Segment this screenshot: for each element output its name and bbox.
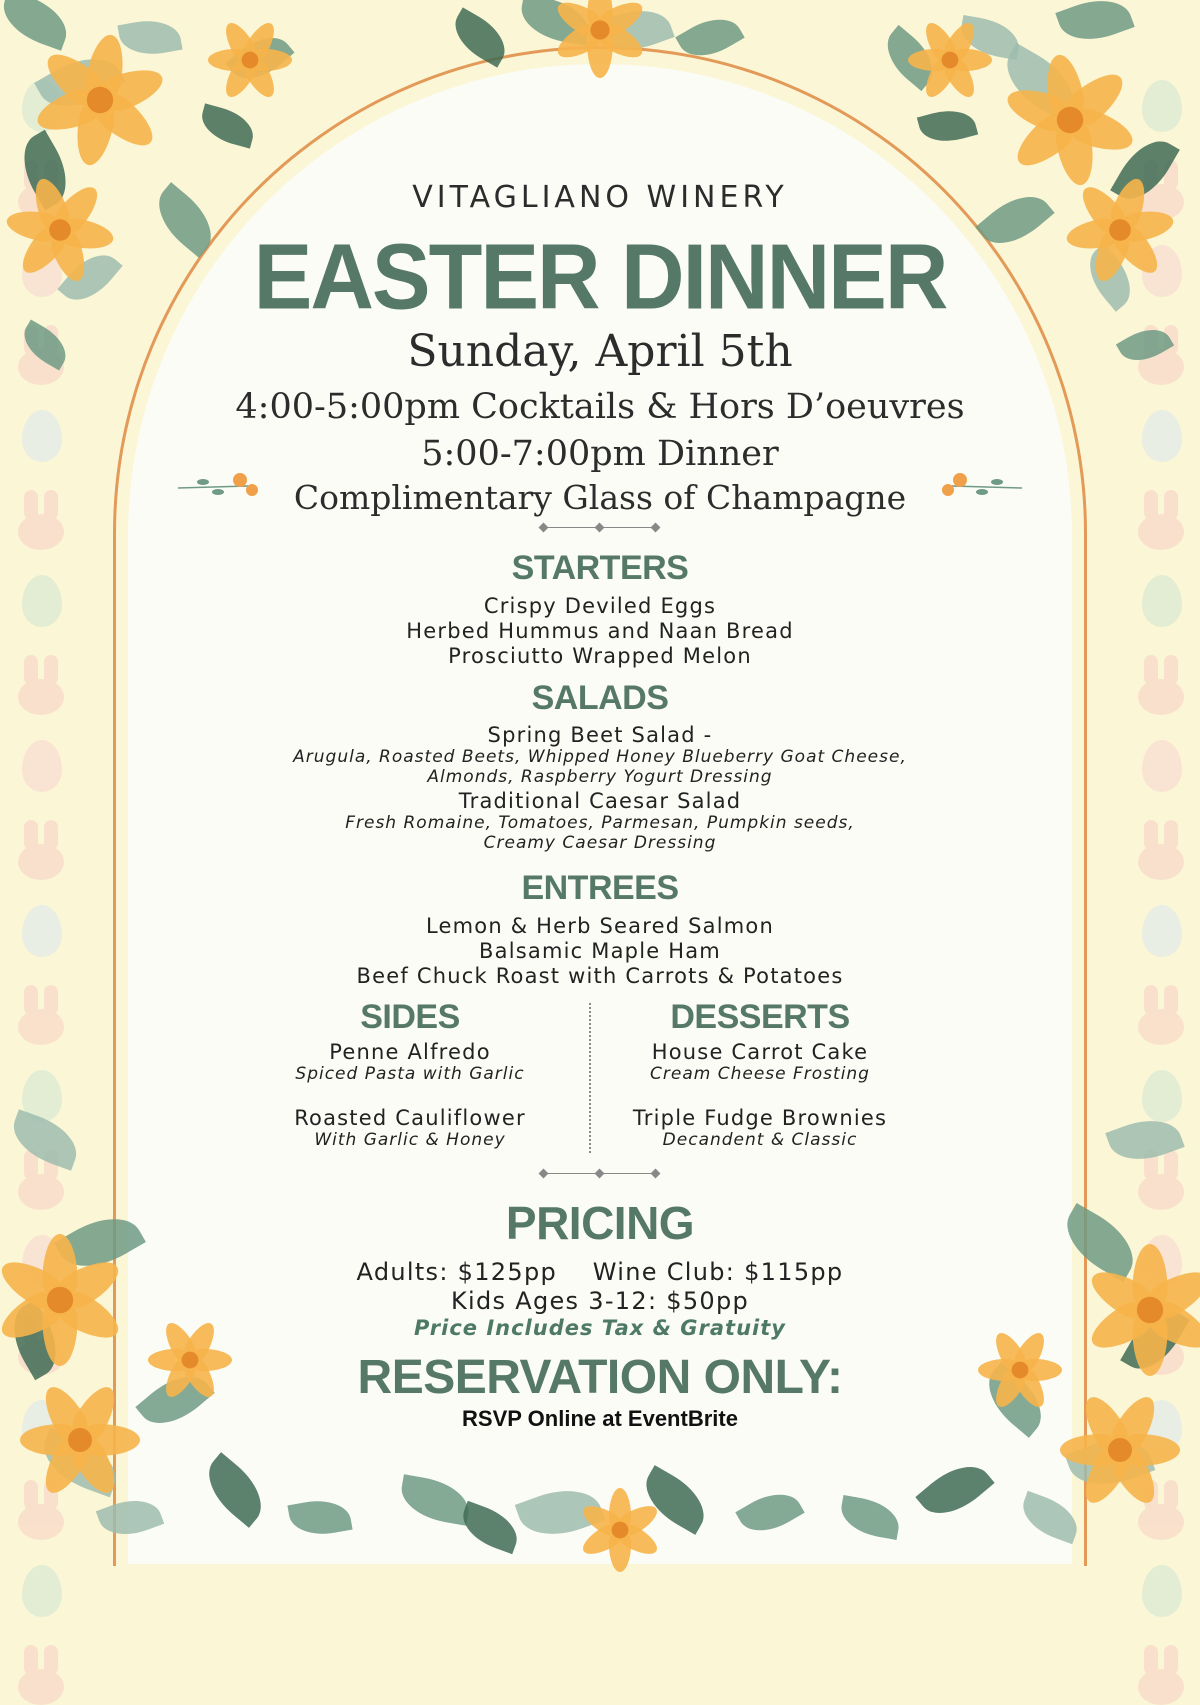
kids-price: Kids Ages 3-12: $50pp <box>450 1287 750 1315</box>
salad-name: Spring Beet Salad - <box>487 723 713 747</box>
bunny-icon <box>1138 1645 1184 1705</box>
starter-item: Crispy Deviled Eggs <box>483 594 717 618</box>
dessert-description: Decandent & Classic <box>662 1130 858 1150</box>
side-description: Spiced Pasta with Garlic <box>295 1064 525 1084</box>
entree-item: Balsamic Maple Ham <box>479 939 721 963</box>
side-name: Roasted Cauliflower <box>294 1106 526 1130</box>
winery-name: VITAGLIANO WINERY <box>412 180 788 215</box>
rsvp-link[interactable]: RSVP Online at EventBrite <box>462 1406 738 1431</box>
dessert-name: Triple Fudge Brownies <box>632 1106 888 1130</box>
salad-description: Fresh Romaine, Tomatoes, Parmesan, Pumpkin seeds, <box>345 813 855 833</box>
schedule-dinner: 5:00-7:00pm Dinner <box>421 434 779 474</box>
wine-club-price: Wine Club: $115pp <box>592 1258 844 1286</box>
reservation-heading: RESERVATION ONLY: <box>357 1351 843 1404</box>
side-description: With Garlic & Honey <box>314 1130 506 1150</box>
ornament-divider <box>540 522 660 534</box>
entrees-heading: ENTREES <box>521 869 679 907</box>
ornament-divider <box>540 1168 660 1180</box>
right-flower-sprig-icon <box>932 470 1022 500</box>
dessert-description: Cream Cheese Frosting <box>650 1064 870 1084</box>
entree-item: Beef Chuck Roast with Carrots & Potatoes <box>356 964 844 988</box>
event-title: EASTER DINNER <box>253 224 947 329</box>
side-name: Penne Alfredo <box>329 1040 491 1064</box>
starter-item: Prosciutto Wrapped Melon <box>448 644 752 668</box>
event-date: Sunday, April 5th <box>407 326 793 377</box>
dessert-name: House Carrot Cake <box>651 1040 869 1064</box>
entree-item: Lemon & Herb Seared Salmon <box>425 914 774 938</box>
salad-name: Traditional Caesar Salad <box>458 789 742 813</box>
starter-item: Herbed Hummus and Naan Bread <box>406 619 794 643</box>
salad-description: Almonds, Raspberry Yogurt Dressing <box>427 767 773 787</box>
price-includes-note: Price Includes Tax & Gratuity <box>414 1316 786 1340</box>
easter-egg-icon <box>1142 1565 1182 1617</box>
easter-egg-icon <box>22 1565 62 1617</box>
price-row <box>0 1258 1200 1286</box>
desserts-heading: DESSERTS <box>670 998 850 1036</box>
champagne-note: Complimentary Glass of Champagne <box>293 478 907 517</box>
sides-heading: SIDES <box>360 998 460 1036</box>
salad-description: Creamy Caesar Dressing <box>483 833 717 853</box>
starters-heading: STARTERS <box>511 549 689 587</box>
adult-price: Adults: $125pp <box>356 1258 558 1286</box>
pricing-heading: PRICING <box>505 1197 695 1249</box>
column-divider <box>589 1003 591 1153</box>
left-flower-sprig-icon <box>178 470 268 500</box>
salad-description: Arugula, Roasted Beets, Whipped Honey Blueberry Goat Cheese, <box>293 747 907 767</box>
schedule-cocktails: 4:00-5:00pm Cocktails & Hors D’oeuvres <box>235 387 965 427</box>
salads-heading: SALADS <box>531 679 669 717</box>
bunny-icon <box>18 1645 64 1705</box>
